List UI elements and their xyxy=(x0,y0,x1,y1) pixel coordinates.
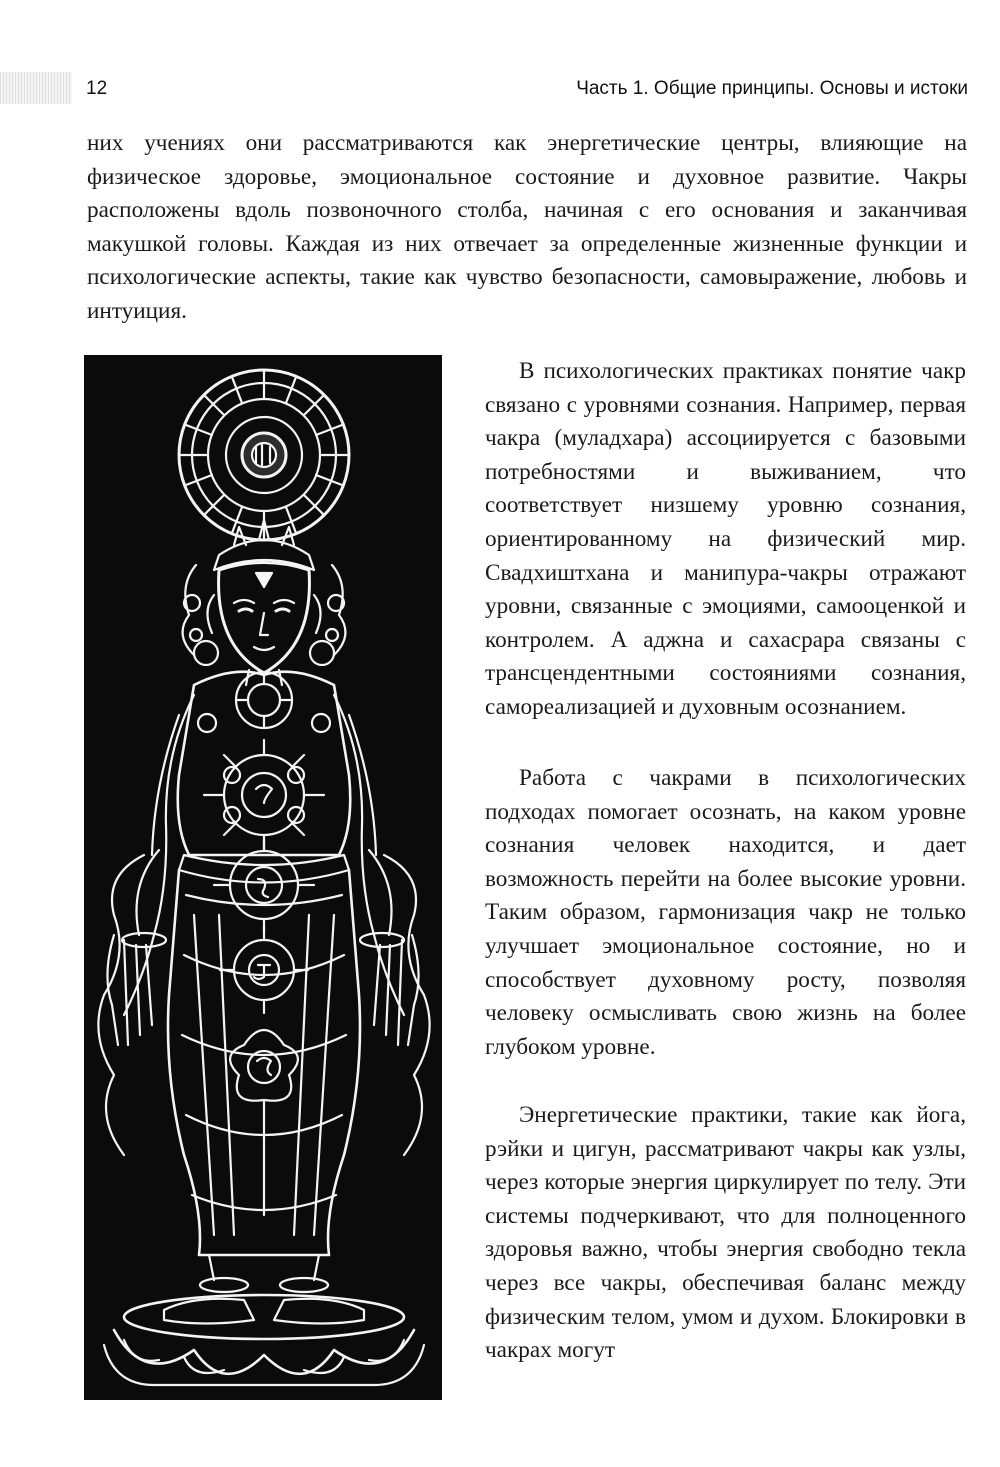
section-title: Часть 1. Общие принципы. Основы и истоки xyxy=(576,78,968,99)
running-header xyxy=(0,74,1000,106)
paragraph-3: Работа с чакрами в психологических подходах помогает осознать, на каком уровне сознания человек находится, и дает возможность перейти на более высокие уровни. Таким образом, гармонизация чакр не только улучшает эмоциональное состояние, но и способствует духовному росту, позволяя человеку осмысливать свою жизнь на более глубоком уровне. xyxy=(485,765,966,1060)
paragraph-2: В психологических практиках понятие чакр связано с уровнями сознания. Например, первая чакра (муладхара) ассоциируется с базовыми потребностями и выживанием, что соответствует низшему уровню сознания, ориентированному на физический мир. Свадхиштхана и манипура-чакры отражают уровни, связанные с эмоциями, самооценкой и контролем. А аджна и сахасрара связаны с трансцендентными состояниями сознания, самореализацией и духовным осознанием. xyxy=(485,358,966,720)
page-number: 12 xyxy=(86,78,108,99)
paragraph-4: Энергетические практики, такие как йога, рэйки и цигун, рассматривают чакры как узлы, через которые энергия циркулирует по телу. Эти системы подчеркивают, что для полноценного здоровья важно, чтобы энергия свободно текла через все чакры, обеспечивая баланс между физическим телом, умом и духом. Блокировки в чакрах могут xyxy=(485,1102,966,1364)
paragraph-1: них учениях они рассматриваются как энергетические центры, влияющие на физическое здоровье, эмоциональное состояние и духовное развитие. Чакры расположены вдоль позвоночного столба, начиная с его основания и заканчивая макушкой головы. Каждая из них отвечает за определенные жизненные функции и психологические аспекты, такие как чувство безопасности, самовыражение, любовь и интуиция. xyxy=(87,130,967,324)
crown-lotus-halo xyxy=(179,370,349,540)
chakra-figure-illustration xyxy=(84,355,442,1400)
chakra-figure-drawing xyxy=(84,355,442,1400)
